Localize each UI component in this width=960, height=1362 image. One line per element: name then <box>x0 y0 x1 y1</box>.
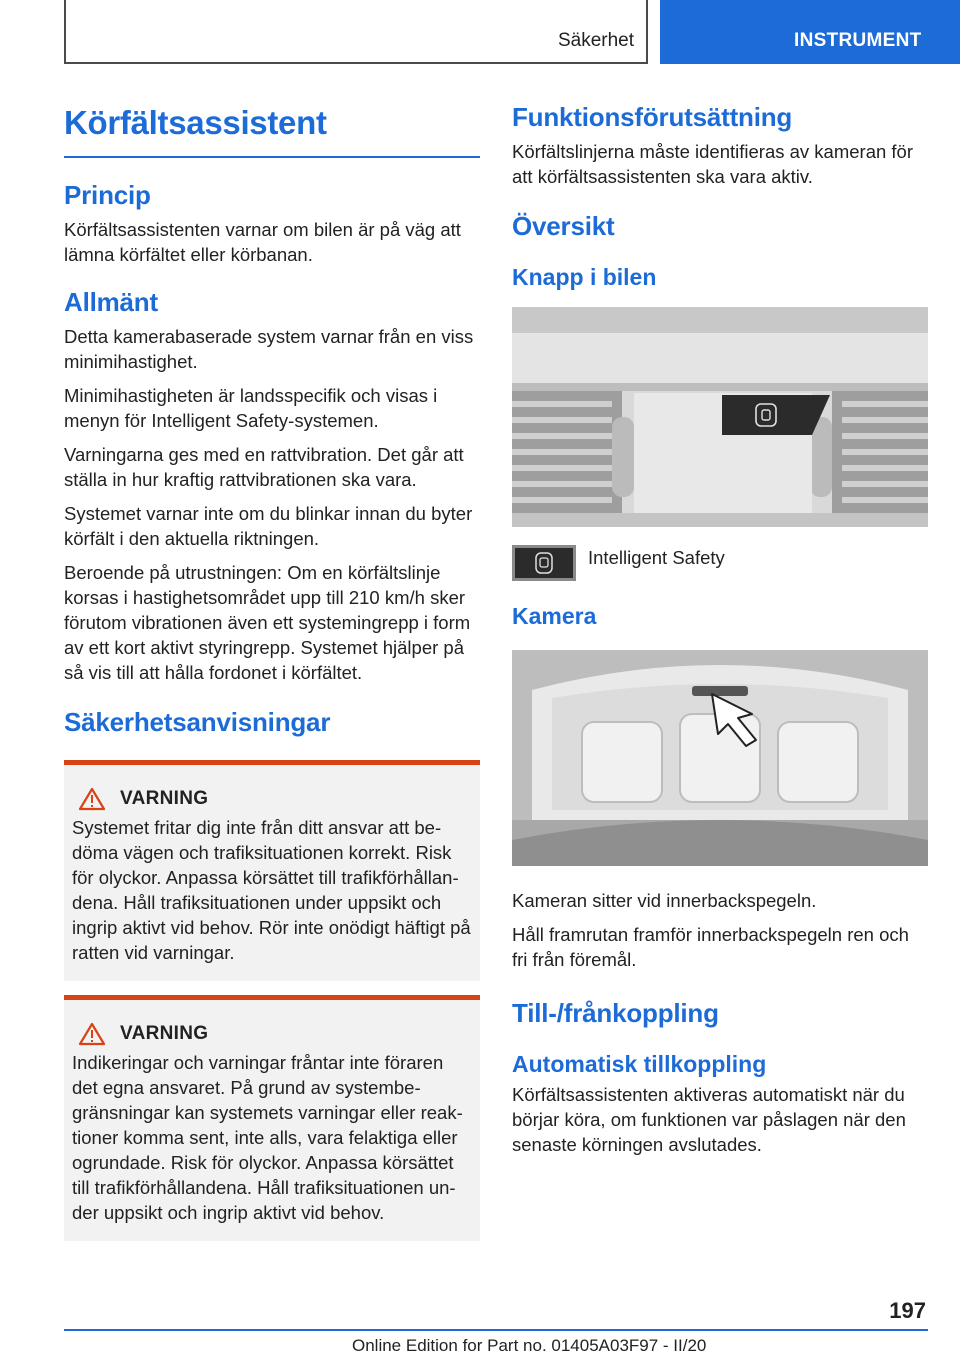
allmant-paragraph: Systemet varnar inte om du blinkar innan du byter körfält i den aktuella riktningen. <box>64 503 473 549</box>
footer-rule <box>64 1329 928 1331</box>
funktion-text: Körfältslinjerna måste identifieras av kameran för att körfältsassistenten ska vara aktiv. <box>512 141 914 187</box>
kamera-paragraph: Kameran sitter vid innerbackspegeln. <box>512 890 817 911</box>
warning-box <box>64 995 480 1241</box>
camera-location-photo <box>512 650 928 866</box>
princip-heading: Princip <box>64 180 151 210</box>
funktion-heading: Funktionsförutsättning <box>512 102 793 132</box>
oversikt-heading: Översikt <box>512 211 615 241</box>
warning-box <box>64 760 480 981</box>
princip-text: Körfältsassistenten varnar om bilen är på väg att lämna körfältet eller körbanan. <box>64 219 461 265</box>
warning-text: Indikeringar och varningar fråntar inte föraren det egna ansvaret. På grund av systembegränsningar kan systemets varningar eller reaktioner komma sent, inte alls, vara felaktiga eller ogrundade. Risk för olyckor. Anpassa körsättet till trafikförhållandena. Håll trafiksituationen under uppsikt och ingrip aktivt vid behov. <box>72 1052 463 1223</box>
automatisk-heading: Automatisk tillkoppling <box>512 1051 767 1077</box>
header-section-tab <box>64 0 648 64</box>
page-number: 197 <box>889 1298 926 1323</box>
header-chapter-label: INSTRUMENT <box>794 30 922 51</box>
allmant-heading: Allmänt <box>64 287 158 317</box>
warning-triangle-icon <box>78 1022 106 1046</box>
button-legend-text: Intelligent Safety <box>588 547 725 568</box>
warning-label: VARNING <box>120 788 209 809</box>
allmant-paragraph: Beroende på utrustningen: Om en körfältslinje korsas i hastighetsområdet upp till 210 km/h sker förutom vibrationen även ett systemingrepp i form av ett kort aktivt styringrepp. Systemet hjälper på så vis till att hålla fordonet i körfältet. <box>64 562 471 683</box>
right-column <box>512 96 928 1166</box>
allmant-paragraph: Minimihastigheten är landsspecifik och visas i menyn för Intelligent Safety-systemen. <box>64 385 438 431</box>
intelligent-safety-button-icon <box>512 545 576 581</box>
left-column <box>64 96 480 1255</box>
warning-triangle-icon <box>78 787 106 811</box>
knapp-heading: Knapp i bilen <box>512 264 657 290</box>
till-heading: Till-/frånkoppling <box>512 998 719 1028</box>
warning-label: VARNING <box>120 1023 209 1044</box>
dashboard-button-photo <box>512 307 928 527</box>
button-legend <box>512 545 928 581</box>
kamera-paragraph: Håll framrutan framför innerbackspegeln ren och fri från föremål. <box>512 924 909 970</box>
title-rule <box>64 156 480 158</box>
kamera-heading: Kamera <box>512 603 597 629</box>
footer-edition: Online Edition for Part no. 01405A03F97 - II/20 <box>352 1336 707 1355</box>
page-title: Körfältsassistent <box>64 104 327 141</box>
allmant-paragraph: Varningarna ges med en rattvibration. Det går att ställa in hur kraftig rattvibrationen ska vara. <box>64 444 464 490</box>
header-section-label: Säkerhet <box>557 30 634 51</box>
allmant-paragraph: Detta kamerabaserade system varnar från en viss minimihastighet. <box>64 326 474 372</box>
header-chapter-tab <box>660 0 960 64</box>
warning-text: Systemet fritar dig inte från ditt ansvar att bedöma vägen och trafiksituationen korrekt. Risk för olyckor. Anpassa körsättet till trafikförhållandena. Håll trafiksituationen under uppsikt och ingrip aktivt vid behov. Rör inte onödigt häftigt på ratten vid varningar. <box>72 817 471 963</box>
automatisk-text: Körfältsassistenten aktiveras automatiskt när du börjar köra, om funktionen var påslagen när den senaste körningen avslutades. <box>512 1084 906 1155</box>
sakerhet-heading: Säkerhetsanvisningar <box>64 707 331 737</box>
